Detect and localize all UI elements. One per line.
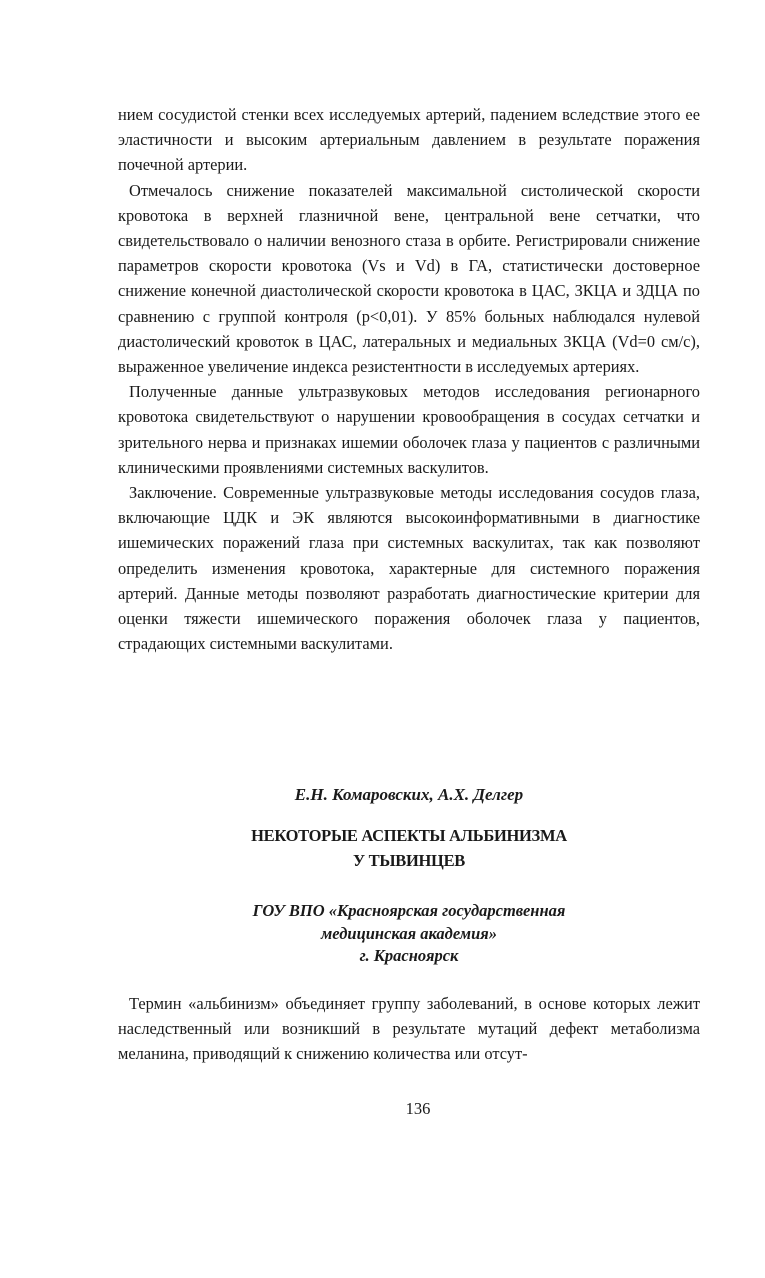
paragraph-conclusion: Заключение. Современные ультразвуковые методы исследования сосудов глаза, включающие ЦДК и ЭК являются высокоинформативными в диагностике ишемических поражений глаза при системных васкулитах, так как позволяют определить изменения кровотока, характерные для системного поражения артерий. Данные методы позволяют разработать диагностические критерии для оценки тяжести ишемического поражения оболочек глаза у пациентов, страдающих системными васкулитами. [118,483,700,654]
article-title-line-2: У ТЫВИНЦЕВ [353,851,465,870]
affiliation-line-2: медицинская академия» [320,923,498,943]
paragraph-continuation: нием сосудистой стенки всех исследуемых артерий, падением вследствие этого ее эластичности и высоким артериальным давлением в результате поражения почечной артерии. [118,105,700,175]
new-article-body [118,991,700,1067]
affiliation-line-1: ГОУ ВПО «Красноярская государственная [252,901,566,920]
article-affiliation [118,900,700,968]
page-footer [118,1099,700,1119]
paragraph-results-summary: Полученные данные ультразвуковых методов исследования регионарного кровотока свидетельствуют о нарушении кровообращения в сосудах сетчатки и зрительного нерва и признаках ишемии оболочек глаза у пациентов с различными клиническими проявлениями системных васкулитов. [118,382,700,477]
article-title-line-1: НЕКОТОРЫЕ АСПЕКТЫ АЛЬБИНИЗМА [251,826,567,845]
paragraph-results-veins: Отмечалось снижение показателей максимальной систолической скорости кровотока в верхней глазничной вене, центральной вене сетчатки, что свидетельствовало о наличии венозного стаза в орбите. Регистрировали снижение параметров скорости кровотока (Vs и Vd) в ГА, статистически достоверное снижение конечной диастолической скорости кровотока в ЦАС, ЗКЦА и ЗДЦА по сравнению с группой контроля (p<0,01). У 85% больных наблюдался нулевой диастолический кровоток в ЦАС, латеральных и медиальных ЗКЦА (Vd=0 см/с), выраженное увеличение индекса резистентности в исследуемых артериях. [118,180,700,377]
page-number: 136 [405,1099,431,1118]
article-title [118,823,700,873]
paragraph-albinism-intro: Термин «альбинизм» объединяет группу заболеваний, в основе которых лежит наследственный или возникший в результате мутаций дефект метаболизма меланина, приводящий к снижению количества или отсут- [118,994,700,1064]
article-authors: Е.Н. Комаровских, А.Х. Делгер [294,785,524,804]
previous-article-ending [118,102,700,656]
affiliation-city: г. Красноярск [359,946,459,965]
